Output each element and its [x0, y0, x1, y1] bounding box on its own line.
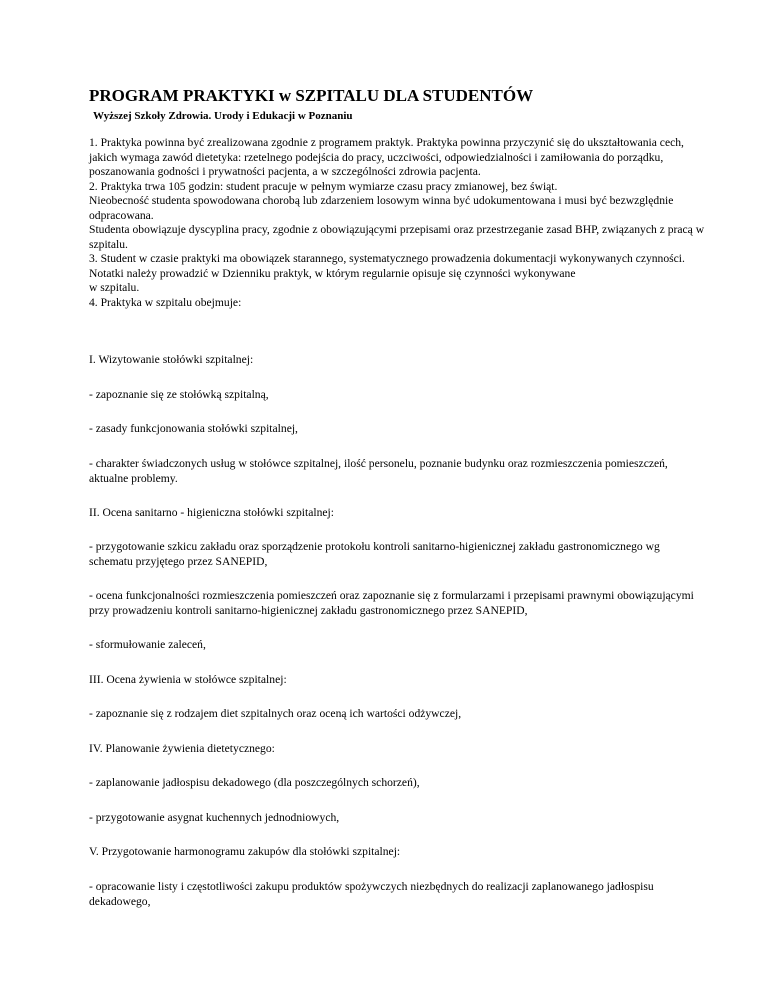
document-title: PROGRAM PRAKTYKI w SZPITALU DLA STUDENTÓW: [89, 86, 534, 105]
intro-paragraph: 4. Praktyka w szpitalu obejmuje:: [89, 295, 242, 309]
intro-paragraph: Nieobecność studenta spowodowana chorobą lub zdarzeniem losowym winna być udokumentowana i musi być bezwzględnie odpracowana.: [89, 194, 674, 222]
section-heading: III. Ocena żywienia w stołówce szpitalnej:: [89, 673, 287, 686]
list-item: - opracowanie listy i częstotliwości zakupu produktów spożywczych niezbędnych do realizacji zaplanowanego jadłospisu dekadowego,: [89, 880, 654, 908]
list-item: - zapoznanie się z rodzajem diet szpitalnych oraz oceną ich wartości odżywczej,: [89, 707, 462, 720]
section-heading: I. Wizytowanie stołówki szpitalnej:: [89, 353, 254, 366]
intro-paragraph: Notatki należy prowadzić w Dzienniku praktyk, w którym regularnie opisuje się czynności wykonywane: [89, 266, 576, 280]
list-item: - sformułowanie zaleceń,: [89, 638, 206, 651]
intro-paragraph: 2. Praktyka trwa 105 godzin: student pracuje w pełnym wymiarze czasu pracy zmianowej, bez świąt.: [89, 179, 558, 193]
list-item: - zapoznanie się ze stołówką szpitalną,: [89, 388, 269, 401]
document-subtitle: Wyższej Szkoły Zdrowia. Urody i Edukacji w Poznaniu: [93, 110, 353, 122]
intro-section: [89, 136, 709, 310]
section-heading: II. Ocena sanitarno - higieniczna stołówki szpitalnej:: [89, 506, 334, 519]
list-item: - ocena funkcjonalności rozmieszczenia pomieszczeń oraz zapoznanie się z formularzami i przepisami prawnymi obowiązującymi przy prowadzeniu kontroli sanitarno-higienicznej zakładu gastronomicznego przez SANEPID,: [89, 589, 694, 617]
section-heading: V. Przygotowanie harmonogramu zakupów dla stołówki szpitalnej:: [89, 845, 401, 858]
intro-paragraph: 3. Student w czasie praktyki ma obowiązek starannego, systematycznego prowadzenia dokumentacji wykonywanych czynności.: [89, 252, 685, 265]
intro-paragraph: Studenta obowiązuje dyscyplina pracy, zgodnie z obowiązującymi przepisami oraz przestrzeganie zasad BHP, związanych z pracą w szpitalu.: [89, 223, 705, 251]
list-item: - przygotowanie szkicu zakładu oraz sporządzenie protokołu kontroli sanitarno-higienicznej zakładu gastronomicznego wg schematu przyjętego przez SANEPID,: [89, 540, 660, 568]
list-item: - zasady funkcjonowania stołówki szpitalnej,: [89, 422, 298, 435]
list-item: - przygotowanie asygnat kuchennych jednodniowych,: [89, 811, 340, 824]
list-item: - zaplanowanie jadłospisu dekadowego (dla poszczególnych schorzeń),: [89, 776, 420, 789]
intro-paragraph: 1. Praktyka powinna być zrealizowana zgodnie z programem praktyk. Praktyka powinna przyczynić się do ukształtowania cech, jakich wymaga zawód dietetyka: rzetelnego podejścia do pracy, uczciwości, odpowiedzialności i zamiłowania do porządku, poszanowania godności i prywatności pacjenta, a w szczególności zdrowia pacjenta.: [89, 136, 684, 178]
intro-paragraph: w szpitalu.: [89, 281, 140, 294]
section-heading: IV. Planowanie żywienia dietetycznego:: [89, 742, 275, 755]
list-item: - charakter świadczonych usług w stołówce szpitalnej, ilość personelu, poznanie budynku oraz rozmieszczenia pomieszczeń, aktualne problemy.: [89, 457, 668, 485]
